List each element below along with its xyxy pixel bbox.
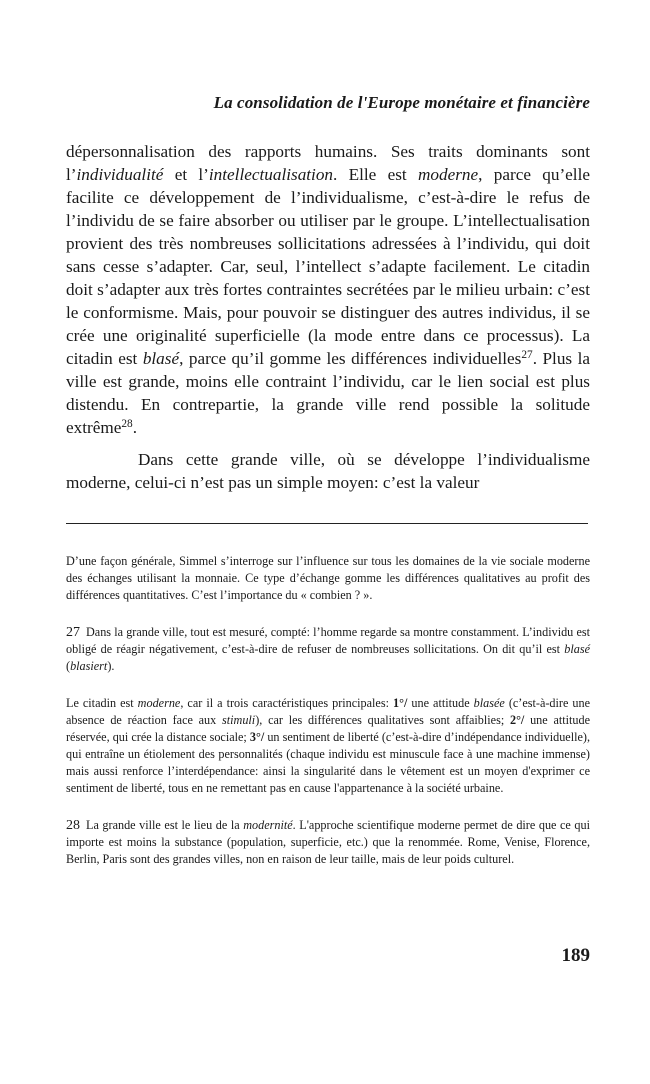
paragraph-2: Dans cette grande ville, où se développe l’individualisme moderne, celui-ci n’est pas un simple moyen: c’est la valeur	[66, 450, 590, 492]
text-run: ), car les différences qualitatives sont affaiblies;	[255, 713, 510, 727]
page-number: 189	[561, 945, 590, 966]
text-run: , parce qu’elle facilite ce développement de l’individualisme, c’est-à-dire le refus de l’individu de se faire absorber ou utiliser par le groupe. L’intellectualisation provient des très nombreuses sollicitations adressées à l’individu, qui doit sans cesse s’adapter. Car, seul, l’intellect s’adapte facilement. Le citadin doit s’adapter aux très fortes contraintes secrétées par le milieu urbain: c’est le conformisme. Mais, pour pouvoir se distinguer des autres individus, il se crée une originalité superficielle (la mode entre dans ce processus). La citadin est	[66, 165, 590, 368]
list-marker: 1°/	[393, 696, 408, 710]
text-run: ).	[107, 659, 115, 673]
emphasis-blase: blasé	[142, 349, 180, 368]
text-run: Dans la grande ville, tout est mesuré, compté: l’homme regarde sa montre constamment. L’individu est obligé de réagir négativement, c’est-à-dire de refuser de nombreuses sollicitations. On dit qu’il est	[66, 625, 590, 656]
emphasis-individualite: individualité	[76, 165, 164, 184]
footnote-continuation: D’une façon générale, Simmel s’interroge sur l’influence sur tous les domaines de la vie sociale moderne des échanges utilisant la monnaie. Ce type d’échange gomme les différences qualitatives au profit des différences quantitatives. C’est l’importance du « combien ? ».	[66, 554, 590, 602]
main-text	[66, 140, 590, 494]
text-run: . Plus la ville est grande, moins elle contraint l’individu, car le lien social est plus distendu. En contrepartie, la grande ville rend possible la solitude extrême	[66, 349, 590, 437]
list-marker: 2°/	[509, 713, 525, 727]
text-run: et l’	[163, 165, 209, 184]
text-run: une attitude réservée, qui crée la distance sociale;	[66, 713, 590, 744]
text-run: (	[66, 659, 71, 673]
emphasis-modernite: modernité	[243, 818, 293, 832]
emphasis-blasee: blasée	[473, 696, 505, 710]
text-run: . L'approche scientifique moderne permet de dire que ce qui importe est moins la substance (population, superficie, etc.) que la renommée. Rome, Venise, Florence, Berlin, Paris sont des grandes villes, non en raison de leur taille, mais de leur poids culturel.	[66, 818, 590, 866]
text-run: dépersonnalisation des rapports humains. Ses traits dominants sont l’	[66, 142, 590, 184]
text-run: une attitude	[407, 696, 474, 710]
footnote-number: 27	[66, 625, 80, 640]
footnote-ref-27[interactable]: 27	[521, 348, 533, 361]
emphasis-blasiert: blasiert	[70, 659, 108, 673]
text-run: Le citadin est	[66, 696, 138, 710]
emphasis-blase: blasé	[564, 642, 590, 656]
footnote-separator	[66, 523, 588, 524]
text-run: , parce qu’il gomme les différences individuelles	[179, 349, 522, 368]
text-run: .	[132, 418, 137, 437]
list-marker: 3°/	[249, 730, 265, 744]
emphasis-moderne: moderne	[137, 696, 181, 710]
text-run: La grande ville est le lieu de la	[86, 818, 244, 832]
footnote-27	[66, 624, 590, 675]
text-run: , car il a trois caractéristiques principales:	[180, 696, 394, 710]
emphasis-moderne: moderne	[418, 165, 479, 184]
footnote-28	[66, 817, 590, 868]
emphasis-intellectualisation: intellectualisation	[208, 165, 334, 184]
text-run: un sentiment de liberté (c’est-à-dire d’indépendance individuelle), qui entraîne un étiolement des personnalités (chaque individu est minuscule face à une machine immense) mais aussi renforce l’interdépendance: ainsi la singularité dans le vêtement est un moyen d'exprimer ce sentiment de liberté, tous en ne remettant pas en cause l'appartenance à la société urbaine.	[66, 730, 591, 795]
footnote-number: 28	[66, 818, 80, 833]
emphasis-stimuli: stimuli	[222, 713, 256, 727]
running-title: La consolidation de l'Europe monétaire et financière	[213, 93, 590, 112]
footnote-27-continued	[66, 695, 590, 797]
text-run: (c’est-à-dire une absence de réaction face aux	[66, 696, 590, 727]
paragraph-1	[66, 140, 590, 439]
text-run: . Elle est	[333, 165, 419, 184]
footnotes	[66, 553, 590, 888]
footnote-ref-28[interactable]: 28	[121, 417, 133, 430]
